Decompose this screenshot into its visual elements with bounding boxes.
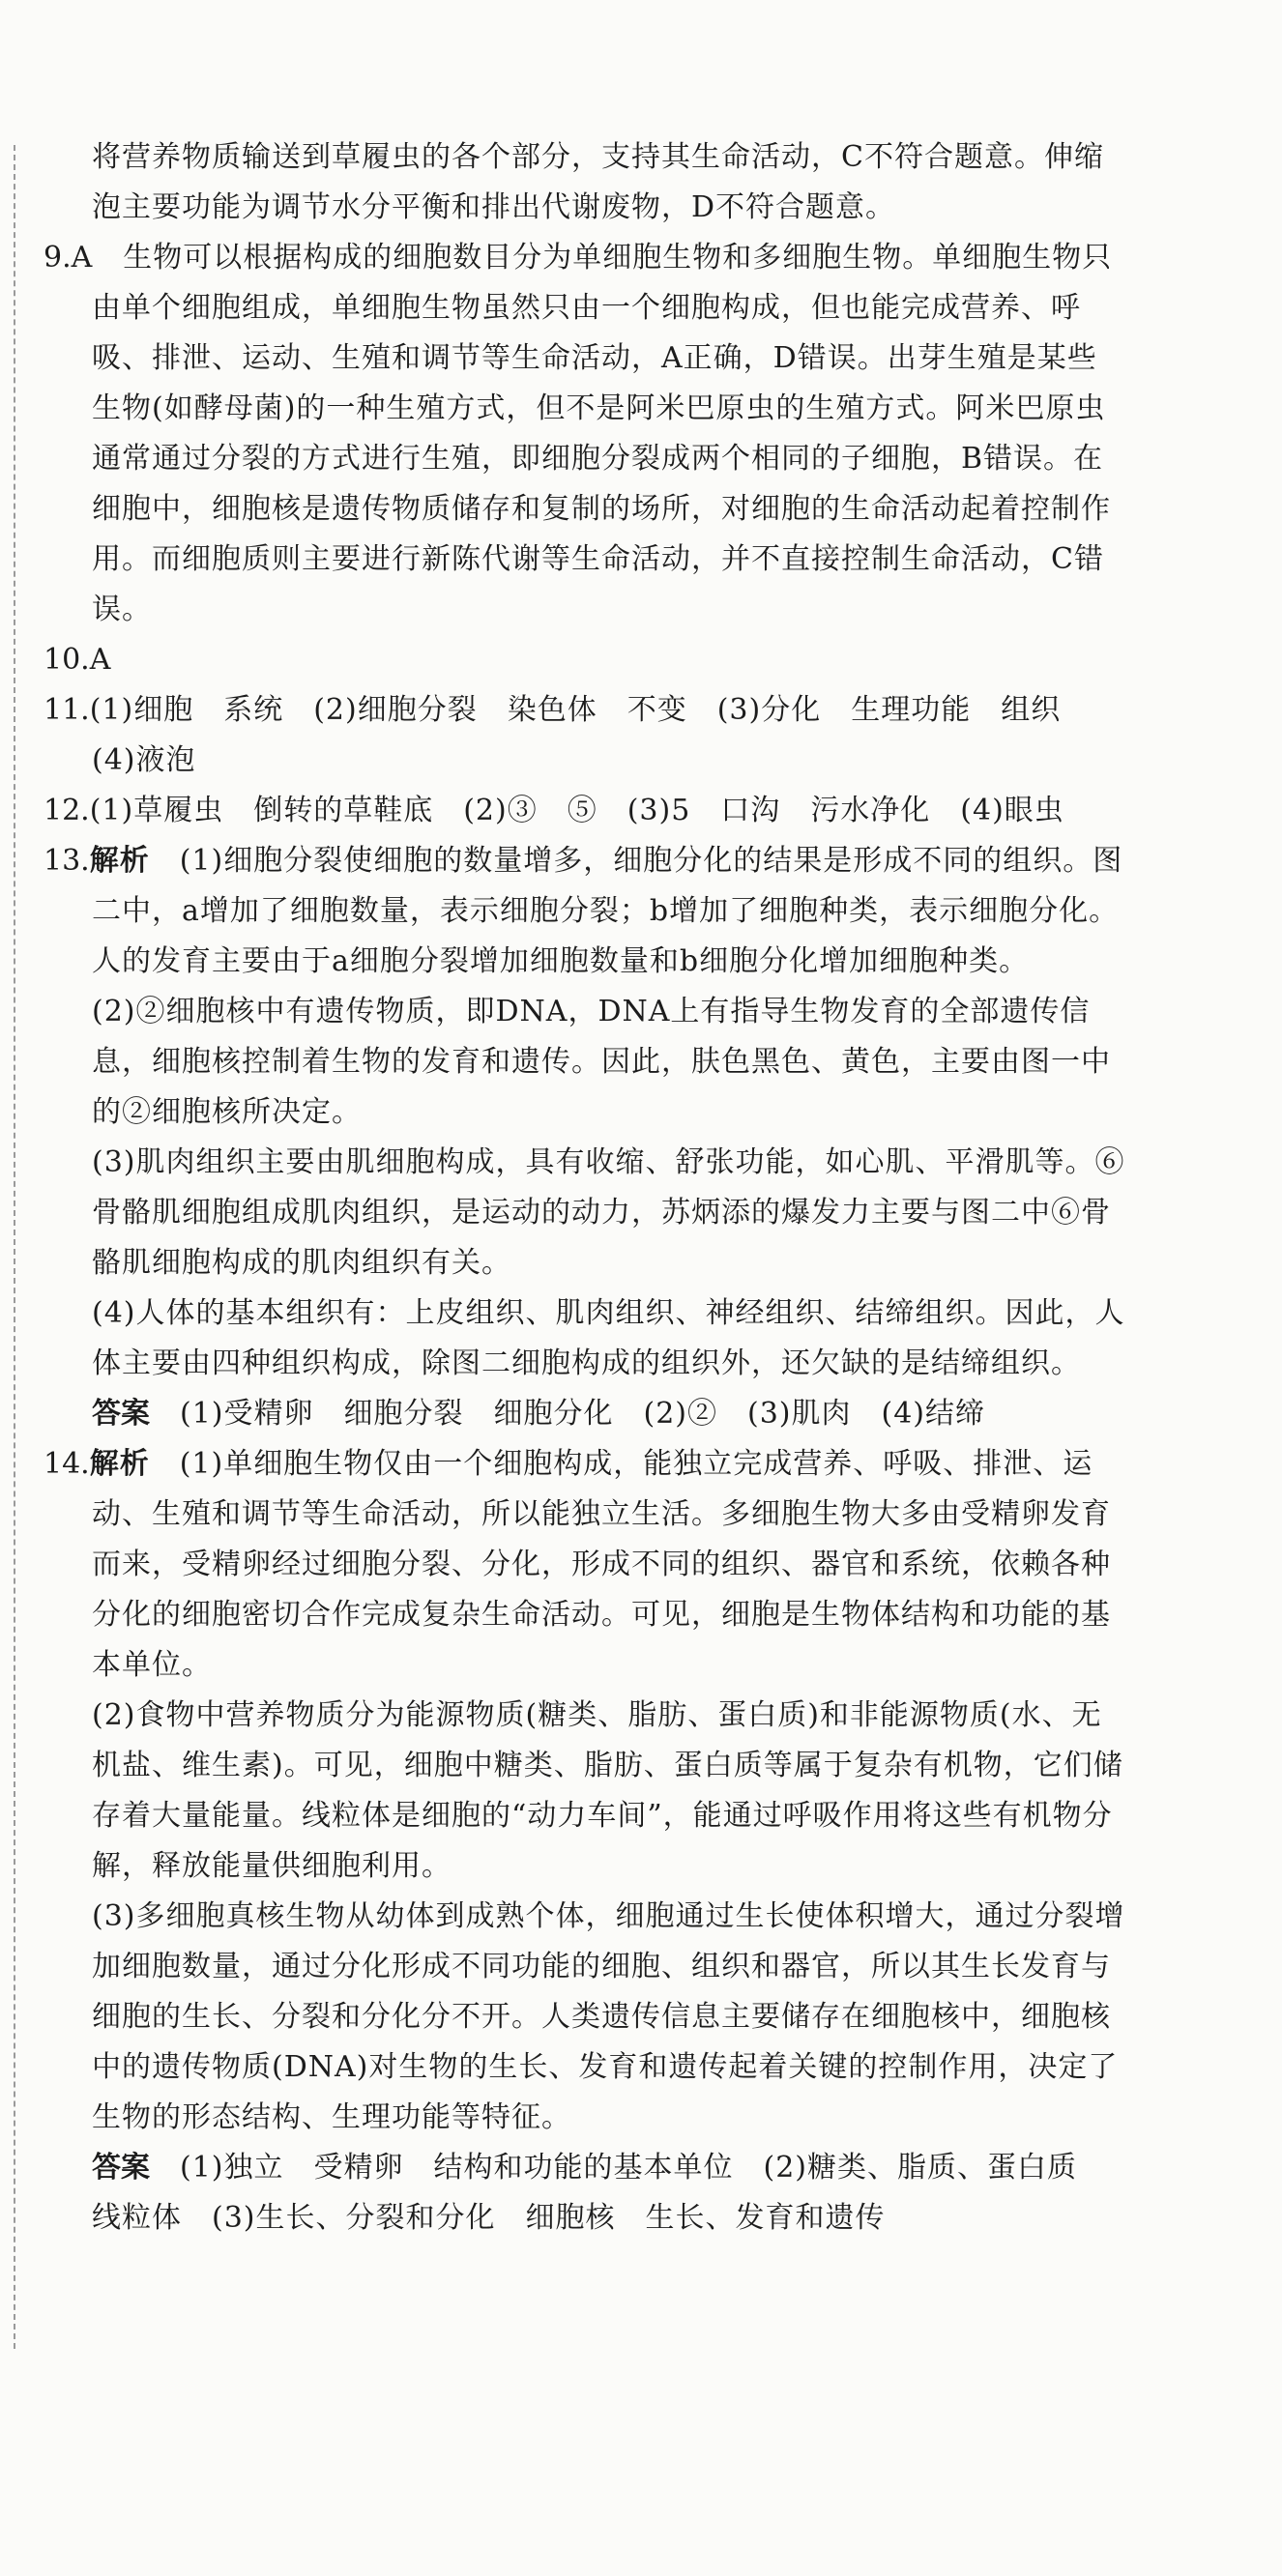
paragraph-text: 将营养物质输送到草履虫的各个部分，支持其生命活动，C不符合题意。伸缩泡主要功能为调节水分平衡和排出代谢废物，D不符合题意。 bbox=[92, 140, 1104, 224]
paragraph-q9 bbox=[44, 233, 1126, 635]
paragraph-q14-2 bbox=[44, 1691, 1126, 1892]
question-number: 14. bbox=[44, 1447, 90, 1481]
binding-cut-line bbox=[14, 145, 15, 2349]
paragraph-text: (2)②细胞核中有遗传物质，即DNA，DNA上有指导生物发育的全部遗传信息，细胞核控制着生物的发育和遗传。因此，肤色黑色、黄色，主要由图一中的②细胞核所决定。 bbox=[92, 995, 1111, 1129]
paragraph-text: (1)独立 受精卵 结构和功能的基本单位 (2)糖类、脂质、蛋白质 线粒体 (3)生长、分裂和分化 细胞核 生长、发育和遗传 bbox=[92, 2151, 1107, 2235]
paragraph-q11 bbox=[44, 685, 1126, 786]
paragraph-text: (2)食物中营养物质分为能源物质(糖类、脂肪、蛋白质)和非能源物质(水、无机盐、维生素)。可见，细胞中糖类、脂肪、蛋白质等属于复杂有机物，它们储存着大量能量。线粒体是细胞的“动力车间”，能通过呼吸作用将这些有机物分解，释放能量供细胞利用。 bbox=[92, 1698, 1123, 1883]
question-number: 13. bbox=[44, 844, 90, 878]
paragraph-q14-ans bbox=[44, 2143, 1126, 2243]
paragraph-text: (1)细胞分裂使细胞的数量增多，细胞分化的结果是形成不同的组织。图二中，a增加了细胞数量，表示细胞分裂；b增加了细胞种类，表示细胞分化。人的发育主要由于a细胞分裂增加细胞数量和b细胞分化增加细胞种类。 bbox=[92, 844, 1123, 978]
paragraph-text: (1)草履虫 倒转的草鞋底 (2)③ ⑤ (3)5 口沟 污水净化 (4)眼虫 bbox=[89, 794, 1064, 827]
paragraph-q14 bbox=[44, 1439, 1126, 1691]
paragraph-text: (3)多细胞真核生物从幼体到成熟个体，细胞通过生长使体积增大，通过分裂增加细胞数量，通过分化形成不同功能的细胞、组织和器官，所以其生长发育与细胞的生长、分裂和分化分不开。人类遗传信息主要储存在细胞核中，细胞核中的遗传物质(DNA)对生物的生长、发育和遗传起着关键的控制作用，决定了生物的形态结构、生理功能等特征。 bbox=[92, 1899, 1125, 2134]
question-number: 11. bbox=[44, 693, 90, 727]
paragraph-text: A 生物可以根据构成的细胞数目分为单细胞生物和多细胞生物。单细胞生物只由单个细胞组成，单细胞生物虽然只由一个细胞构成，但也能完成营养、呼吸、排泄、运动、生殖和调节等生命活动，A正确，D错误。出芽生殖是某些生物(如酵母菌)的一种生殖方式，但不是阿米巴原虫的生殖方式。阿米巴原虫通常通过分裂的方式进行生殖，即细胞分裂成两个相同的子细胞，B错误。在细胞中，细胞核是遗传物质储存和复制的场所，对细胞的生命活动起着控制作用。而细胞质则主要进行新陈代谢等生命活动，并不直接控制生命活动，C错误。 bbox=[71, 241, 1113, 626]
paragraph-text: (3)肌肉组织主要由肌细胞构成，具有收缩、舒张功能，如心肌、平滑肌等。⑥骨骼肌细胞组成肌肉组织，是运动的动力，苏炳添的爆发力主要与图二中⑥骨骼肌细胞构成的肌肉组织有关。 bbox=[92, 1145, 1125, 1280]
paragraph-text: (1)细胞 系统 (2)细胞分裂 染色体 不变 (3)分化 生理功能 组织 (4)液泡 bbox=[89, 693, 1092, 777]
paragraph-q13 bbox=[44, 836, 1126, 987]
paragraph-q13-ans bbox=[44, 1389, 1126, 1439]
answer-explanations bbox=[44, 132, 1126, 2243]
paragraph-q12 bbox=[44, 786, 1126, 836]
paragraph-text: (1)受精卵 细胞分裂 细胞分化 (2)② (3)肌肉 (4)结缔 bbox=[150, 1397, 985, 1431]
question-number: 12. bbox=[44, 794, 90, 827]
analysis-label: 解析 bbox=[89, 844, 150, 878]
paragraph-text: (1)单细胞生物仅由一个细胞构成，能独立完成营养、呼吸、排泄、运动、生殖和调节等生命活动，所以能独立生活。多细胞生物大多由受精卵发育而来，受精卵经过细胞分裂、分化，形成不同的组织、器官和系统，依赖各种分化的细胞密切合作完成复杂生命活动。可见，细胞是生物体结构和功能的基本单位。 bbox=[92, 1447, 1111, 1682]
paragraph-p-cont bbox=[44, 132, 1126, 233]
paragraph-q13-3 bbox=[44, 1138, 1126, 1288]
paragraph-q10 bbox=[44, 635, 1126, 685]
answer-label: 答案 bbox=[92, 1397, 150, 1431]
paragraph-text: A bbox=[89, 643, 112, 677]
question-number: 9. bbox=[44, 241, 72, 275]
paragraph-text: (4)人体的基本组织有：上皮组织、肌肉组织、神经组织、结缔组织。因此，人体主要由四种组织构成，除图二细胞构成的组织外，还欠缺的是结缔组织。 bbox=[92, 1296, 1125, 1380]
answer-label: 答案 bbox=[92, 2151, 150, 2185]
paragraph-q14-3 bbox=[44, 1892, 1126, 2143]
analysis-label: 解析 bbox=[89, 1447, 150, 1481]
paragraph-q13-2 bbox=[44, 987, 1126, 1138]
paragraph-q13-4 bbox=[44, 1288, 1126, 1389]
question-number: 10. bbox=[44, 643, 90, 677]
